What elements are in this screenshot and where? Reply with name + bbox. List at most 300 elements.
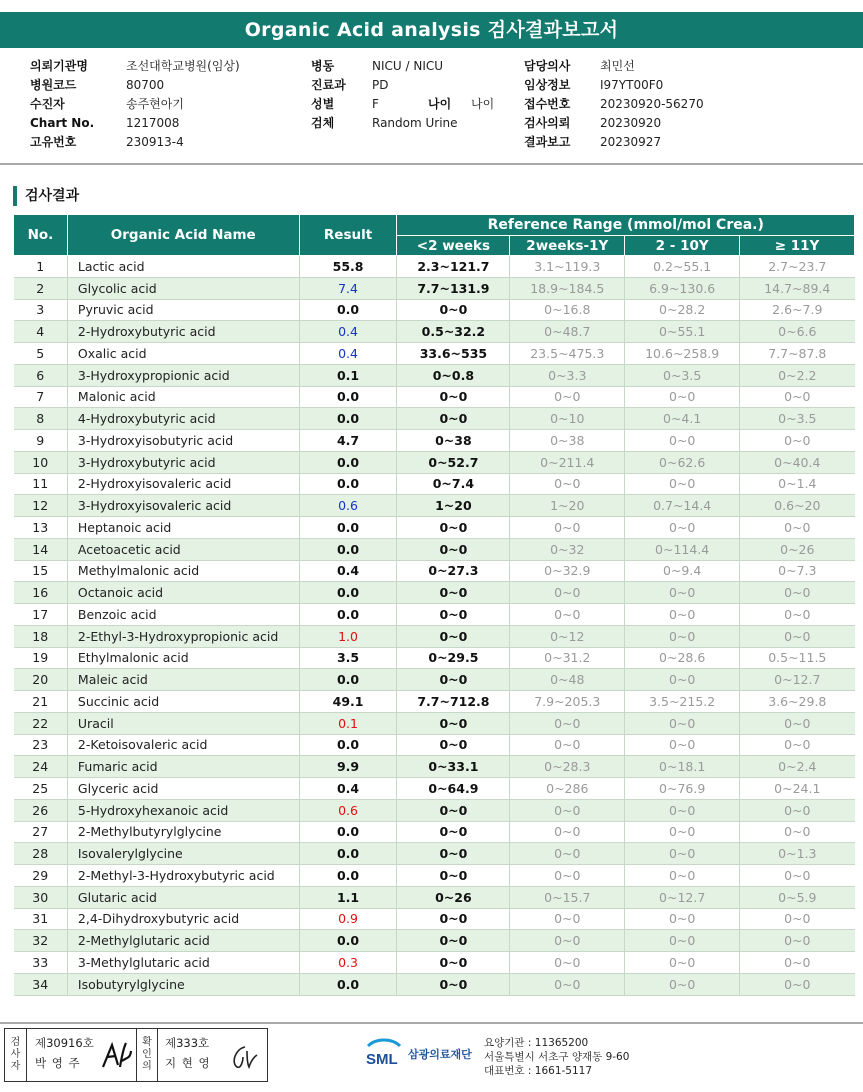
row-ref-11y: 0~1.4 — [740, 473, 855, 495]
row-name: Octanoic acid — [67, 582, 299, 604]
info-label: 진료과 — [311, 78, 346, 92]
table-row — [14, 517, 855, 539]
table-row — [14, 669, 855, 691]
row-no: 27 — [14, 821, 68, 843]
info-value: F — [372, 97, 379, 111]
info-label: 병동 — [311, 59, 335, 73]
row-result: 55.8 — [299, 256, 397, 278]
inspector-no: 제30916호 — [35, 1036, 94, 1050]
table-row — [14, 582, 855, 604]
row-ref-2-10y: 0~55.1 — [625, 321, 740, 343]
row-ref-2-10y: 0~4.1 — [625, 408, 740, 430]
row-ref-2weeks: 0~7.4 — [397, 473, 510, 495]
info-label: 의뢰기관명 — [30, 59, 88, 73]
row-no: 29 — [14, 865, 68, 887]
row-ref-2-10y: 0~0 — [625, 582, 740, 604]
row-ref-2weeks: 0~0 — [397, 821, 510, 843]
row-no: 9 — [14, 430, 68, 452]
row-name: Isovalerylglycine — [67, 843, 299, 865]
sml-logo — [364, 1034, 472, 1074]
org-address: 서울특별시 서초구 양재동 9-60 — [484, 1051, 630, 1063]
row-result: 0.0 — [299, 408, 397, 430]
info-value: 최민선 — [600, 59, 635, 73]
info-value: 80700 — [126, 78, 165, 92]
row-ref-2weeks: 0~0 — [397, 908, 510, 930]
info-label: 결과보고 — [524, 135, 571, 149]
row-ref-2-10y: 0~0 — [625, 799, 740, 821]
row-no: 23 — [14, 734, 68, 756]
row-ref-2-10y: 0~0 — [625, 843, 740, 865]
header-reference: Reference Range (mmol/mol Crea.) — [397, 215, 855, 236]
info-label: 검체 — [311, 116, 335, 130]
info-value-age: 나이 — [471, 97, 495, 111]
row-ref-2weeks: 0~0 — [397, 865, 510, 887]
row-name: 3-Hydroxybutyric acid — [67, 451, 299, 473]
row-ref-2weeks: 0~0 — [397, 408, 510, 430]
row-no: 22 — [14, 712, 68, 734]
row-name: Ethylmalonic acid — [67, 647, 299, 669]
row-ref-2weeks: 0~0 — [397, 538, 510, 560]
info-label: 수진자 — [30, 97, 65, 111]
row-ref-2-10y: 0~0 — [625, 973, 740, 995]
row-ref-2weeks: 0~0 — [397, 604, 510, 626]
row-ref-2-10y: 3.5~215.2 — [625, 691, 740, 713]
row-ref-2w-1y: 23.5~475.3 — [510, 343, 625, 365]
row-result: 0.0 — [299, 517, 397, 539]
row-ref-2weeks: 0~0 — [397, 952, 510, 974]
row-result: 0.4 — [299, 560, 397, 582]
row-ref-2w-1y: 0~0 — [510, 865, 625, 887]
row-no: 13 — [14, 517, 68, 539]
info-label: 담당의사 — [524, 59, 571, 73]
row-ref-2weeks: 0~0 — [397, 517, 510, 539]
divider — [0, 1022, 863, 1024]
row-no: 31 — [14, 908, 68, 930]
row-ref-11y: 0~0 — [740, 517, 855, 539]
row-ref-2weeks: 0.5~32.2 — [397, 321, 510, 343]
signature-box — [4, 1028, 268, 1082]
table-row — [14, 408, 855, 430]
row-no: 21 — [14, 691, 68, 713]
row-ref-11y: 0~0 — [740, 865, 855, 887]
row-ref-2w-1y: 0~0 — [510, 712, 625, 734]
row-name: Glycolic acid — [67, 277, 299, 299]
row-name: 2-Hydroxyisovaleric acid — [67, 473, 299, 495]
row-ref-2w-1y: 0~32 — [510, 538, 625, 560]
row-name: 2,4-Dihydroxybutyric acid — [67, 908, 299, 930]
row-name: Benzoic acid — [67, 604, 299, 626]
table-row — [14, 299, 855, 321]
table-row — [14, 604, 855, 626]
row-ref-2w-1y: 0~32.9 — [510, 560, 625, 582]
row-name: 3-Hydroxypropionic acid — [67, 364, 299, 386]
table-row — [14, 647, 855, 669]
confirmer-signature-icon — [227, 1041, 261, 1073]
row-ref-2-10y: 0~9.4 — [625, 560, 740, 582]
info-value: I97YT00F0 — [600, 78, 664, 92]
org-code: 요양기관 : 11365200 — [484, 1037, 589, 1049]
row-ref-2w-1y: 0~15.7 — [510, 886, 625, 908]
header-range: ≥ 11Y — [740, 236, 855, 256]
header-range: 2 - 10Y — [625, 236, 740, 256]
row-result: 0.4 — [299, 343, 397, 365]
row-ref-2weeks: 0~0 — [397, 973, 510, 995]
results-table — [13, 214, 855, 996]
row-ref-2w-1y: 0~28.3 — [510, 756, 625, 778]
org-info — [484, 1036, 629, 1078]
row-ref-11y: 2.7~23.7 — [740, 256, 855, 278]
table-row — [14, 451, 855, 473]
row-ref-2-10y: 0~0 — [625, 821, 740, 843]
info-value: NICU / NICU — [372, 59, 444, 73]
row-ref-11y: 0~0 — [740, 582, 855, 604]
row-result: 0.0 — [299, 386, 397, 408]
row-result: 0.0 — [299, 734, 397, 756]
row-result: 0.0 — [299, 451, 397, 473]
table-row — [14, 473, 855, 495]
org-phone: 대표번호 : 1661-5117 — [484, 1065, 593, 1077]
row-ref-2w-1y: 0~16.8 — [510, 299, 625, 321]
table-row — [14, 886, 855, 908]
row-result: 0.0 — [299, 865, 397, 887]
row-no: 1 — [14, 256, 68, 278]
row-name: 3-Hydroxyisobutyric acid — [67, 430, 299, 452]
row-no: 11 — [14, 473, 68, 495]
row-ref-11y: 0~0 — [740, 973, 855, 995]
info-value: 1217008 — [126, 116, 180, 130]
row-ref-2-10y: 0~62.6 — [625, 451, 740, 473]
row-result: 0.0 — [299, 843, 397, 865]
table-row — [14, 343, 855, 365]
row-no: 14 — [14, 538, 68, 560]
row-result: 7.4 — [299, 277, 397, 299]
row-ref-2-10y: 6.9~130.6 — [625, 277, 740, 299]
row-name: Oxalic acid — [67, 343, 299, 365]
table-row — [14, 734, 855, 756]
row-ref-11y: 0~0 — [740, 952, 855, 974]
row-name: 4-Hydroxybutyric acid — [67, 408, 299, 430]
inspector-name: 박 영 주 — [35, 1056, 81, 1070]
row-ref-2w-1y: 0~0 — [510, 930, 625, 952]
vertical-label: 검 사 자 — [10, 1037, 21, 1072]
row-ref-2w-1y: 3.1~119.3 — [510, 256, 625, 278]
confirmer-name: 지 현 영 — [165, 1056, 211, 1070]
row-ref-2w-1y: 0~0 — [510, 843, 625, 865]
row-ref-11y: 0~2.2 — [740, 364, 855, 386]
row-name: 3-Methylglutaric acid — [67, 952, 299, 974]
row-result: 0.0 — [299, 930, 397, 952]
row-ref-2-10y: 0~0 — [625, 473, 740, 495]
header-name: Organic Acid Name — [67, 215, 299, 256]
row-ref-11y: 0~0 — [740, 430, 855, 452]
row-no: 5 — [14, 343, 68, 365]
row-ref-11y: 0.6~20 — [740, 495, 855, 517]
row-result: 1.0 — [299, 625, 397, 647]
row-ref-2w-1y: 7.9~205.3 — [510, 691, 625, 713]
row-no: 34 — [14, 973, 68, 995]
row-ref-2-10y: 0~76.9 — [625, 778, 740, 800]
row-ref-2w-1y: 18.9~184.5 — [510, 277, 625, 299]
row-ref-11y: 0~2.4 — [740, 756, 855, 778]
row-ref-2-10y: 0~0 — [625, 952, 740, 974]
row-no: 12 — [14, 495, 68, 517]
row-ref-11y: 0~7.3 — [740, 560, 855, 582]
table-row — [14, 952, 855, 974]
row-ref-2-10y: 0~0 — [625, 712, 740, 734]
row-ref-2weeks: 0~0 — [397, 299, 510, 321]
row-no: 2 — [14, 277, 68, 299]
table-row — [14, 865, 855, 887]
row-ref-11y: 0~0 — [740, 908, 855, 930]
table-row — [14, 821, 855, 843]
row-no: 32 — [14, 930, 68, 952]
row-no: 25 — [14, 778, 68, 800]
row-ref-2w-1y: 0~0 — [510, 973, 625, 995]
row-result: 1.1 — [299, 886, 397, 908]
row-result: 0.0 — [299, 821, 397, 843]
row-ref-2weeks: 0~0 — [397, 712, 510, 734]
logo-text: 삼광의료재단 — [408, 1048, 472, 1061]
row-ref-2weeks: 0~27.3 — [397, 560, 510, 582]
header-result: Result — [299, 215, 397, 256]
info-value: 230913-4 — [126, 135, 184, 149]
table-row — [14, 430, 855, 452]
row-no: 6 — [14, 364, 68, 386]
row-ref-2w-1y: 0~31.2 — [510, 647, 625, 669]
row-result: 0.0 — [299, 582, 397, 604]
inspector-info — [35, 1033, 94, 1073]
info-value: 20230920 — [600, 116, 662, 130]
row-ref-11y: 3.6~29.8 — [740, 691, 855, 713]
row-ref-2weeks: 7.7~131.9 — [397, 277, 510, 299]
row-no: 28 — [14, 843, 68, 865]
row-ref-2w-1y: 0~48 — [510, 669, 625, 691]
table-row — [14, 843, 855, 865]
row-ref-2weeks: 0~38 — [397, 430, 510, 452]
row-no: 20 — [14, 669, 68, 691]
info-label: 접수번호 — [524, 97, 571, 111]
row-ref-2weeks: 7.7~712.8 — [397, 691, 510, 713]
table-row — [14, 908, 855, 930]
info-label: Chart No. — [30, 116, 95, 130]
row-name: Pyruvic acid — [67, 299, 299, 321]
row-ref-2weeks: 0~0 — [397, 386, 510, 408]
vertical-label: 확 인 의 — [142, 1037, 152, 1072]
table-row — [14, 386, 855, 408]
row-ref-2weeks: 0~0 — [397, 625, 510, 647]
table-row — [14, 691, 855, 713]
row-result: 0.0 — [299, 473, 397, 495]
row-ref-11y: 7.7~87.8 — [740, 343, 855, 365]
row-no: 16 — [14, 582, 68, 604]
row-ref-2-10y: 0~0 — [625, 734, 740, 756]
inspector-signature-icon — [100, 1037, 134, 1073]
row-ref-2w-1y: 0~3.3 — [510, 364, 625, 386]
row-no: 3 — [14, 299, 68, 321]
row-ref-11y: 0.5~11.5 — [740, 647, 855, 669]
row-ref-11y: 0~24.1 — [740, 778, 855, 800]
row-name: Acetoacetic acid — [67, 538, 299, 560]
row-ref-2weeks: 0~64.9 — [397, 778, 510, 800]
row-ref-2weeks: 0~0 — [397, 930, 510, 952]
info-label: 병원코드 — [30, 78, 77, 92]
row-ref-2weeks: 0~26 — [397, 886, 510, 908]
row-ref-2weeks: 0~0 — [397, 734, 510, 756]
table-row — [14, 256, 855, 278]
info-value: 송주현아기 — [126, 97, 184, 111]
table-row — [14, 321, 855, 343]
table-row — [14, 930, 855, 952]
confirmer-label — [136, 1029, 158, 1081]
row-result: 0.4 — [299, 778, 397, 800]
row-name: Lactic acid — [67, 256, 299, 278]
row-ref-2weeks: 33.6~535 — [397, 343, 510, 365]
row-name: 2-Methylglutaric acid — [67, 930, 299, 952]
row-no: 19 — [14, 647, 68, 669]
row-ref-2-10y: 0~0 — [625, 604, 740, 626]
results-body — [14, 256, 855, 996]
table-row — [14, 778, 855, 800]
row-name: 2-Hydroxybutyric acid — [67, 321, 299, 343]
row-ref-2-10y: 0~0 — [625, 669, 740, 691]
row-name: Methylmalonic acid — [67, 560, 299, 582]
divider — [0, 163, 863, 165]
row-ref-2weeks: 0~0.8 — [397, 364, 510, 386]
row-ref-2w-1y: 0~211.4 — [510, 451, 625, 473]
info-value: 20230927 — [600, 135, 662, 149]
row-ref-11y: 0~26 — [740, 538, 855, 560]
row-ref-2-10y: 0~0 — [625, 930, 740, 952]
row-ref-2weeks: 2.3~121.7 — [397, 256, 510, 278]
row-result: 0.1 — [299, 712, 397, 734]
row-result: 0.9 — [299, 908, 397, 930]
row-no: 30 — [14, 886, 68, 908]
row-ref-2w-1y: 0~286 — [510, 778, 625, 800]
row-ref-11y: 0~6.6 — [740, 321, 855, 343]
row-result: 9.9 — [299, 756, 397, 778]
header-no: No. — [14, 215, 68, 256]
row-no: 33 — [14, 952, 68, 974]
row-name: 2-Methylbutyrylglycine — [67, 821, 299, 843]
info-label: 검사의뢰 — [524, 116, 571, 130]
row-ref-2-10y: 0~0 — [625, 865, 740, 887]
row-name: 5-Hydroxyhexanoic acid — [67, 799, 299, 821]
row-ref-11y: 0~0 — [740, 930, 855, 952]
table-row — [14, 495, 855, 517]
row-result: 49.1 — [299, 691, 397, 713]
row-ref-2w-1y: 0~0 — [510, 473, 625, 495]
row-ref-2w-1y: 0~0 — [510, 908, 625, 930]
row-ref-2weeks: 0~0 — [397, 799, 510, 821]
row-ref-2-10y: 0~114.4 — [625, 538, 740, 560]
row-ref-11y: 0~3.5 — [740, 408, 855, 430]
row-result: 4.7 — [299, 430, 397, 452]
report-title: Organic Acid analysis 검사결과보고서 — [0, 12, 863, 48]
row-ref-2w-1y: 0~0 — [510, 582, 625, 604]
row-ref-2w-1y: 0~0 — [510, 799, 625, 821]
row-name: Fumaric acid — [67, 756, 299, 778]
row-ref-2-10y: 0~28.6 — [625, 647, 740, 669]
row-ref-2-10y: 10.6~258.9 — [625, 343, 740, 365]
row-ref-2-10y: 0~12.7 — [625, 886, 740, 908]
row-ref-2w-1y: 0~0 — [510, 952, 625, 974]
sml-logo-icon — [364, 1036, 404, 1072]
row-ref-11y: 0~0 — [740, 625, 855, 647]
row-ref-11y: 0~12.7 — [740, 669, 855, 691]
row-ref-2weeks: 0~29.5 — [397, 647, 510, 669]
row-ref-2-10y: 0~18.1 — [625, 756, 740, 778]
row-result: 0.0 — [299, 604, 397, 626]
row-name: Succinic acid — [67, 691, 299, 713]
row-ref-2w-1y: 0~0 — [510, 386, 625, 408]
svg-text:SML: SML — [366, 1051, 398, 1068]
row-result: 3.5 — [299, 647, 397, 669]
row-result: 0.6 — [299, 799, 397, 821]
row-ref-2-10y: 0~28.2 — [625, 299, 740, 321]
table-row — [14, 364, 855, 386]
info-label: 고유번호 — [30, 135, 77, 149]
row-ref-2weeks: 1~20 — [397, 495, 510, 517]
row-ref-2w-1y: 0~0 — [510, 517, 625, 539]
row-ref-2-10y: 0~0 — [625, 625, 740, 647]
row-ref-2-10y: 0.7~14.4 — [625, 495, 740, 517]
row-name: 2-Methyl-3-Hydroxybutyric acid — [67, 865, 299, 887]
row-no: 18 — [14, 625, 68, 647]
row-result: 0.0 — [299, 973, 397, 995]
row-result: 0.4 — [299, 321, 397, 343]
row-result: 0.1 — [299, 364, 397, 386]
row-ref-11y: 0~40.4 — [740, 451, 855, 473]
header-range: <2 weeks — [397, 236, 510, 256]
row-no: 15 — [14, 560, 68, 582]
row-name: Maleic acid — [67, 669, 299, 691]
row-result: 0.6 — [299, 495, 397, 517]
section-title: 검사결과 — [13, 186, 79, 206]
row-no: 4 — [14, 321, 68, 343]
row-ref-11y: 0~0 — [740, 799, 855, 821]
row-ref-2-10y: 0~0 — [625, 430, 740, 452]
row-ref-2-10y: 0~3.5 — [625, 364, 740, 386]
row-name: Glyceric acid — [67, 778, 299, 800]
row-name: 2-Ketoisovaleric acid — [67, 734, 299, 756]
row-no: 17 — [14, 604, 68, 626]
row-ref-2-10y: 0~0 — [625, 517, 740, 539]
info-label-age: 나이 — [428, 97, 452, 111]
row-name: 3-Hydroxyisovaleric acid — [67, 495, 299, 517]
row-ref-2weeks: 0~0 — [397, 582, 510, 604]
info-value: 조선대학교병원(임상) — [126, 59, 240, 73]
table-row — [14, 538, 855, 560]
info-value: 20230920-56270 — [600, 97, 704, 111]
row-name: Isobutyrylglycine — [67, 973, 299, 995]
info-label: 임상정보 — [524, 78, 571, 92]
row-name: 2-Ethyl-3-Hydroxypropionic acid — [67, 625, 299, 647]
row-ref-2w-1y: 0~38 — [510, 430, 625, 452]
table-row — [14, 799, 855, 821]
row-name: Glutaric acid — [67, 886, 299, 908]
row-result: 0.0 — [299, 538, 397, 560]
row-name: Heptanoic acid — [67, 517, 299, 539]
row-result: 0.0 — [299, 669, 397, 691]
row-ref-11y: 0~1.3 — [740, 843, 855, 865]
row-ref-11y: 2.6~7.9 — [740, 299, 855, 321]
confirmer-info — [165, 1033, 211, 1073]
row-name: Malonic acid — [67, 386, 299, 408]
table-row — [14, 756, 855, 778]
row-ref-11y: 0~0 — [740, 604, 855, 626]
row-ref-2weeks: 0~0 — [397, 843, 510, 865]
row-ref-2-10y: 0.2~55.1 — [625, 256, 740, 278]
